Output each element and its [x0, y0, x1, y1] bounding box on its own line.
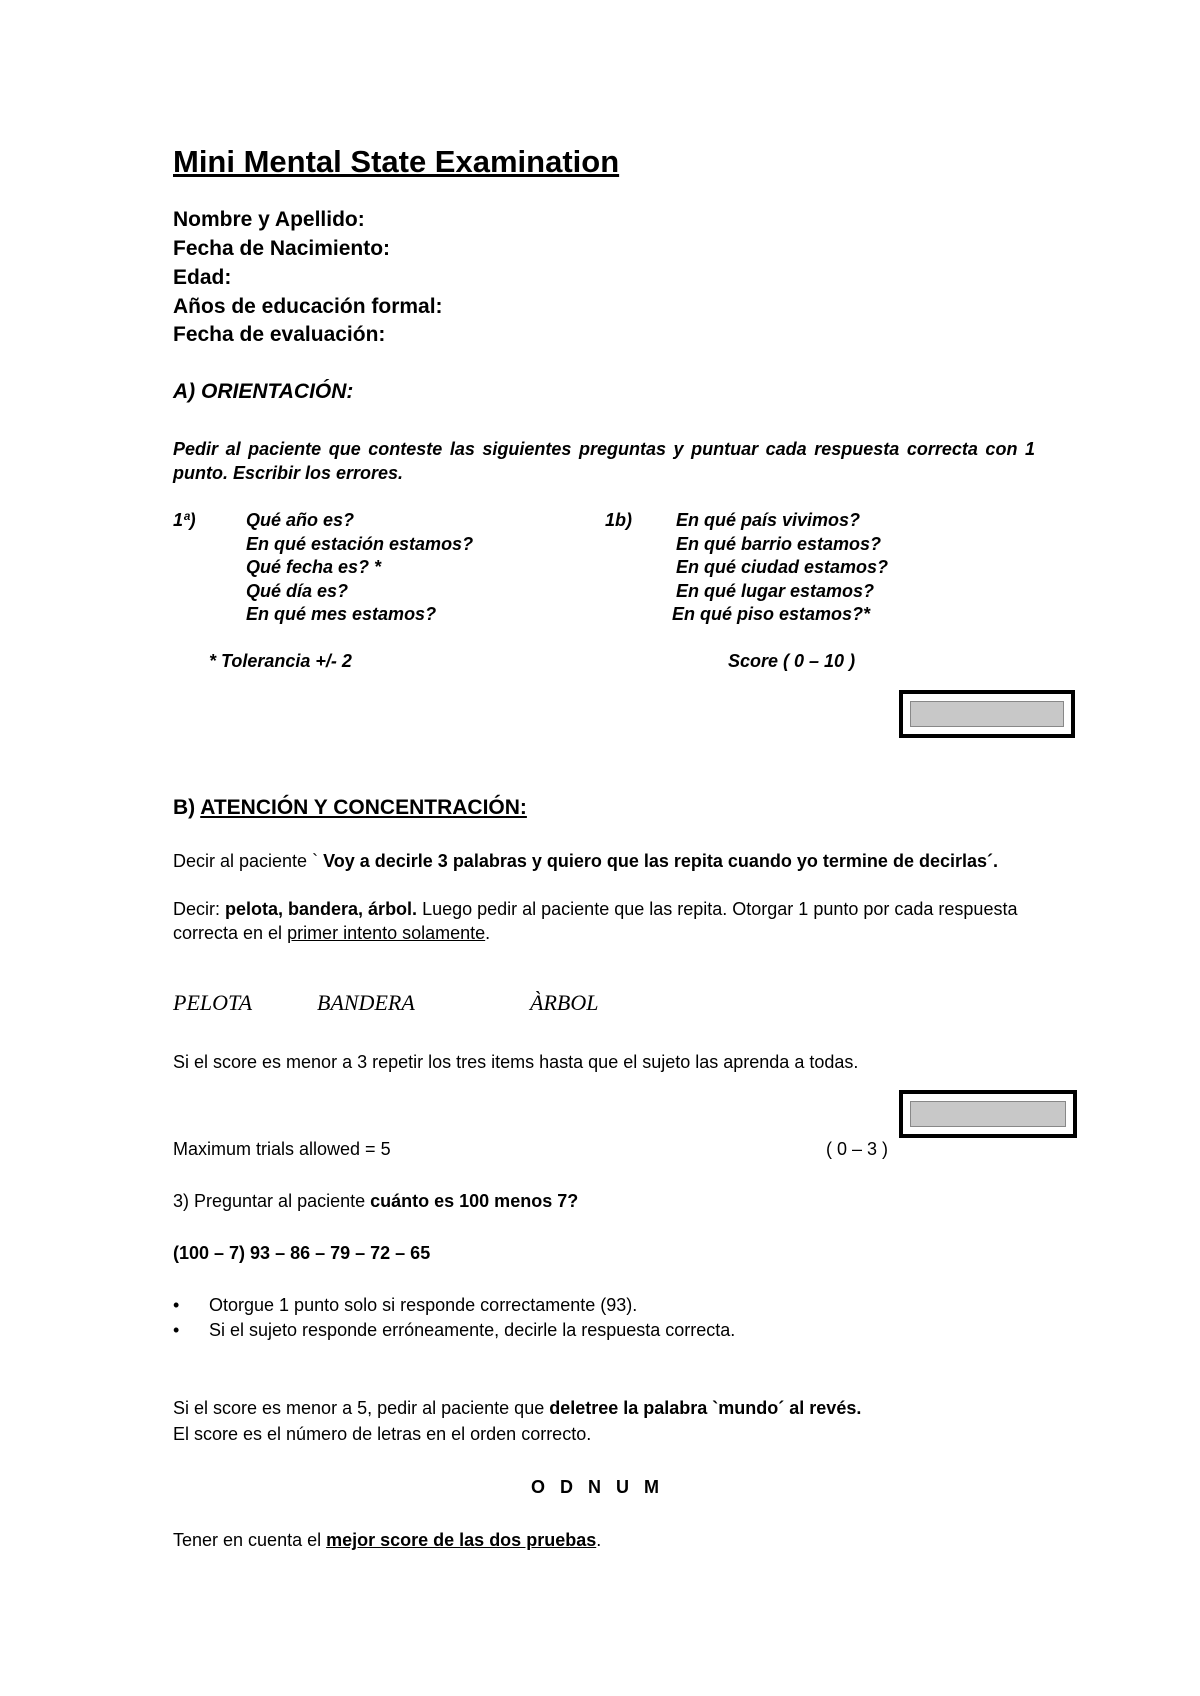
group1-label: 1ª): [173, 510, 196, 530]
word-pelota: PELOTA: [173, 990, 253, 1015]
field-birthdate-label: Fecha de Nacimiento:: [173, 237, 391, 260]
document-title: Mini Mental State Examination: [173, 144, 620, 179]
group1-questions: [246, 509, 473, 627]
p4-bold: deletree la palabra `mundo´ al revés.: [549, 1398, 862, 1418]
word-bandera: BANDERA: [317, 990, 415, 1015]
section-a-instructions: Pedir al paciente que conteste las siguientes preguntas y puntuar cada respuesta correcta con 1 punto. Escribir los errores.: [173, 439, 1035, 483]
field-education-label: Años de educación formal:: [173, 295, 443, 318]
p2-bold: pelota, bandera, árbol.: [225, 899, 418, 919]
spell-backwards-instruction: [173, 1398, 861, 1419]
final-note: [173, 1530, 601, 1551]
section-b-prefix: B): [173, 796, 201, 819]
section-b-heading: [173, 796, 527, 820]
repeat-note: Si el score es menor a 3 repetir los tres items hasta que el sujeto las aprenda a todas.: [173, 1052, 859, 1072]
score-range-b: ( 0 – 3 ): [826, 1139, 889, 1159]
p2-text: Decir:: [173, 899, 226, 919]
p1-bold: Voy a decirle 3 palabras y quiero que las repita cuando yo termine de decirlas´.: [323, 851, 998, 871]
p4-text: Si el score es menor a 5, pedir al paciente que: [173, 1398, 550, 1418]
word-arbol: ÀRBOL: [530, 990, 599, 1015]
group2-label: 1b): [605, 510, 632, 530]
section-b-paragraph-1: [173, 849, 1035, 873]
score-box-b[interactable]: [899, 1090, 1077, 1138]
bullet-item: • Otorgue 1 punto solo si responde correctamente (93).: [173, 1293, 1035, 1318]
score-box-a-fill: [910, 701, 1064, 727]
p2-text-2: Luego pedir al paciente que las repita. Otorgar 1 punto por cada respuesta correcta en el: [173, 899, 1018, 943]
field-age-label: Edad:: [173, 266, 232, 289]
instruction-bullets: [173, 1293, 1035, 1343]
score-box-b-fill: [910, 1101, 1066, 1127]
q3-text: 3) Preguntar al paciente: [173, 1191, 371, 1211]
final-end: .: [596, 1530, 602, 1550]
q3-bold: cuánto es 100 menos 7?: [370, 1191, 579, 1211]
p2-underline: primer intento solamente: [287, 923, 486, 943]
question-month: En qué mes estamos?: [246, 604, 437, 625]
question-city: En qué ciudad estamos?: [676, 557, 889, 578]
question-season: En qué estación estamos?: [246, 533, 474, 554]
score-explanation: El score es el número de letras en el orden correcto.: [173, 1424, 592, 1444]
question-day: Qué día es?: [246, 580, 349, 601]
group2-questions: [672, 509, 889, 627]
field-eval-date-label: Fecha de evaluación:: [173, 323, 386, 346]
question-3: [173, 1191, 578, 1212]
question-year: Qué año es?: [246, 510, 355, 530]
bullet-item: • Si el sujeto responde erróneamente, decirle la respuesta correcta.: [173, 1318, 1035, 1343]
section-a-heading: A) ORIENTACIÓN:: [173, 380, 354, 403]
question-floor: En qué piso estamos?*: [672, 604, 871, 625]
section-b-title: ATENCIÓN Y CONCENTRACIÓN:: [200, 796, 527, 819]
question-country: En qué país vivimos?: [676, 510, 861, 530]
question-place: En qué lugar estamos?: [676, 580, 875, 601]
final-bold-underline: mejor score de las dos pruebas: [326, 1530, 597, 1550]
subtraction-sequence: (100 – 7) 93 – 86 – 79 – 72 – 65: [173, 1243, 431, 1263]
p2-end: .: [485, 923, 491, 943]
question-neighborhood: En qué barrio estamos?: [676, 533, 882, 554]
score-box-a[interactable]: [899, 690, 1075, 738]
field-name-label: Nombre y Apellido:: [173, 208, 365, 231]
tolerance-note: * Tolerancia +/- 2: [209, 651, 352, 671]
odnum-letters: O D N U M: [531, 1477, 660, 1497]
final-text: Tener en cuenta el: [173, 1530, 327, 1550]
score-range-a: Score ( 0 – 10 ): [728, 651, 856, 671]
p1-text: Decir al paciente `: [173, 851, 324, 871]
max-trials: Maximum trials allowed = 5: [173, 1139, 391, 1159]
question-date: Qué fecha es? *: [246, 557, 382, 578]
section-b-paragraph-2: [173, 897, 1035, 945]
